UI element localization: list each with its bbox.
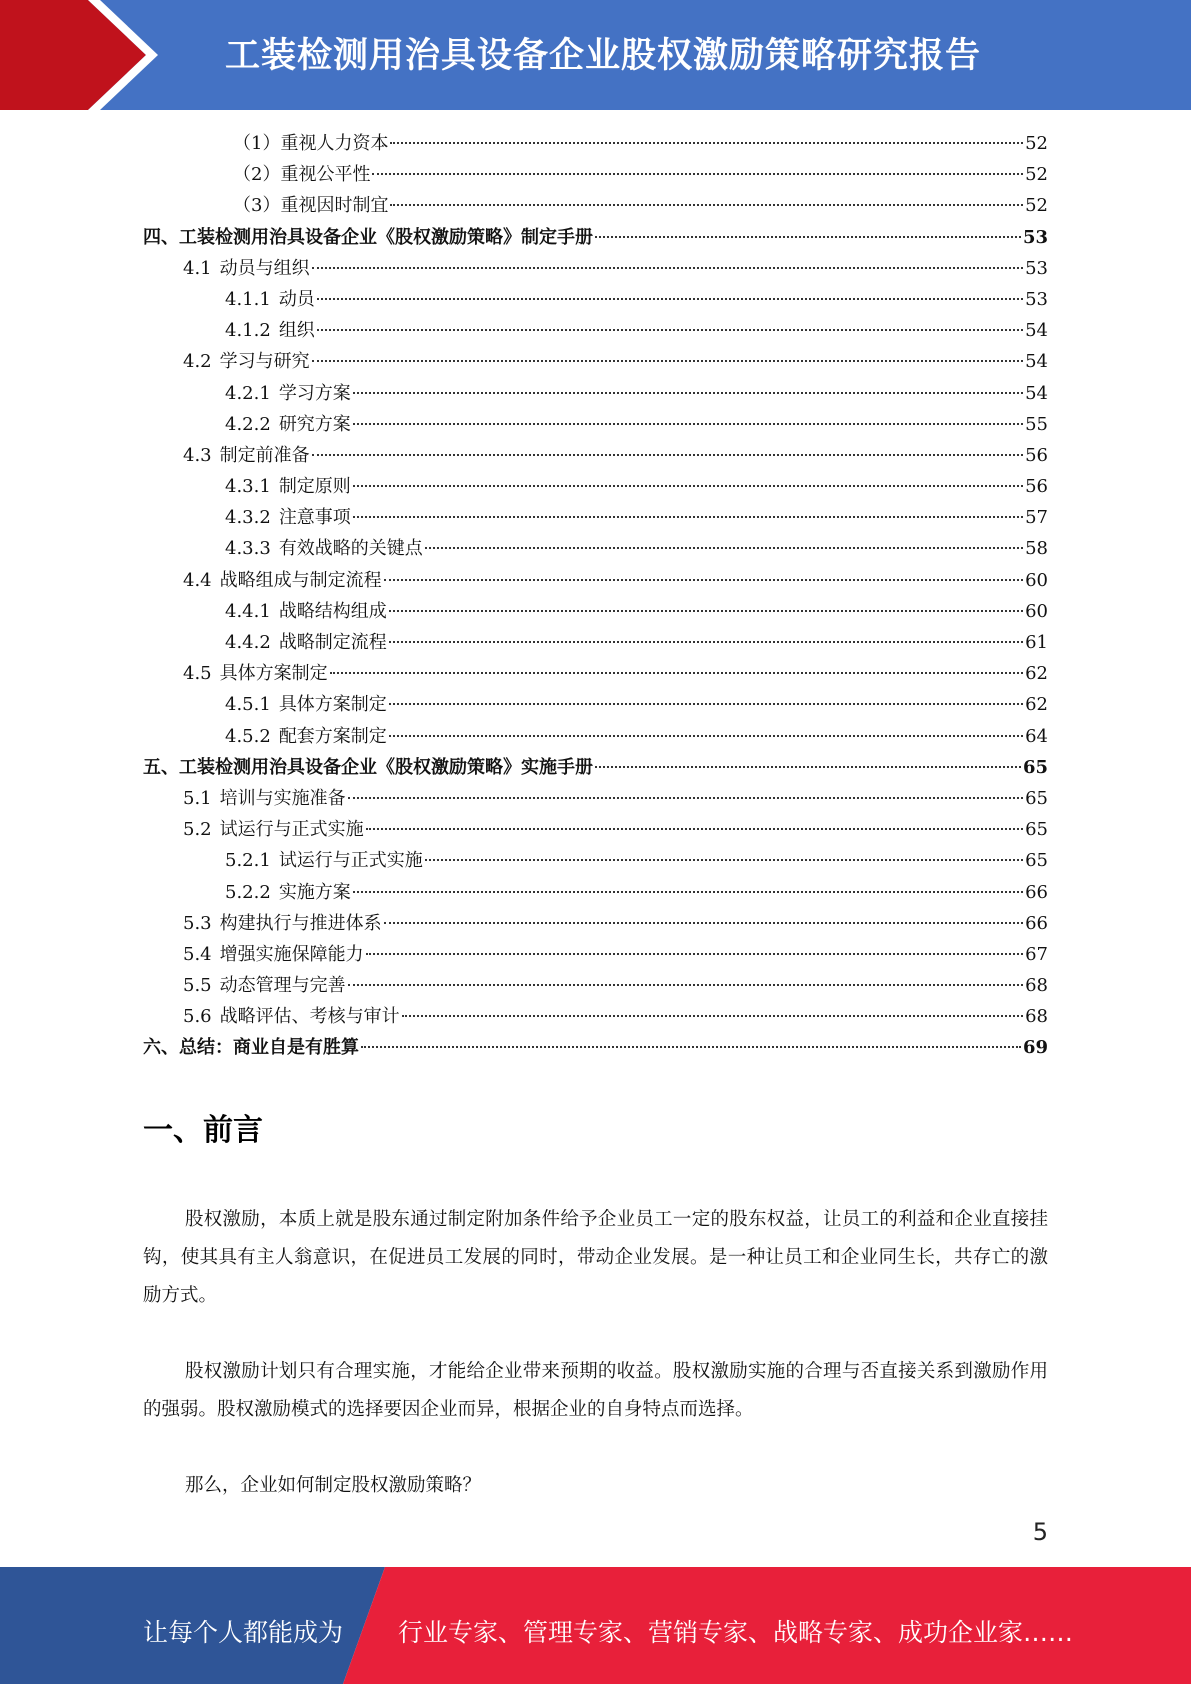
toc-entry-title: 动员 (278, 288, 315, 310)
toc-entry-page: 62 (1025, 663, 1048, 685)
toc-entry[interactable] (143, 783, 1048, 814)
toc-entry[interactable] (143, 908, 1048, 939)
toc-entry-page: 67 (1025, 943, 1048, 965)
toc-entry-number: 5.2 (183, 819, 212, 841)
toc-dot-leader (330, 672, 1023, 674)
toc-entry-number: 4.5 (183, 663, 212, 685)
toc-entry-number: 4.1.1 (225, 288, 271, 310)
toc-entry-number: 4.1 (183, 257, 212, 279)
toc-entry[interactable] (143, 378, 1048, 409)
toc-dot-leader (402, 1015, 1023, 1017)
report-title: 工装检测用治具设备企业股权激励策略研究报告 (225, 36, 982, 76)
toc-entry-number: 5.2.2 (225, 881, 271, 903)
toc-entry[interactable] (143, 970, 1048, 1001)
toc-entry-page: 65 (1025, 850, 1048, 872)
toc-entry-number: 4.3 (183, 444, 212, 466)
toc-entry-number: 4.2.1 (225, 382, 271, 404)
toc-entry[interactable] (143, 845, 1048, 876)
toc-dot-leader (384, 922, 1023, 924)
toc-entry-title: 学习与研究 (219, 351, 310, 373)
toc-entry-title: 实施方案 (278, 881, 351, 903)
toc-entry-number: 4.5.1 (225, 694, 271, 716)
toc-dot-leader (366, 828, 1023, 830)
toc-entry-page: 52 (1025, 133, 1048, 154)
toc-entry-page: 53 (1022, 226, 1048, 248)
toc-entry[interactable] (143, 1001, 1048, 1032)
toc-entry-title: 制定前准备 (219, 444, 310, 466)
toc-entry-title: 组织 (278, 320, 315, 342)
toc-entry-title: 四、工装检测用治具设备企业《股权激励策略》制定手册 (143, 226, 593, 248)
toc-entry-number: 4.3.2 (225, 507, 271, 529)
toc-entry-page: 66 (1025, 912, 1048, 934)
toc-entry-page: 66 (1025, 881, 1048, 903)
toc-entry-title: 研究方案 (278, 413, 351, 435)
toc-entry-number: 5.6 (183, 1006, 212, 1028)
table-of-contents (143, 128, 1048, 1064)
toc-entry-title: 构建执行与推进体系 (219, 912, 382, 934)
toc-entry[interactable] (143, 128, 1048, 159)
toc-entry-page: 65 (1025, 819, 1048, 841)
toc-entry-page: 58 (1025, 538, 1048, 560)
toc-dot-leader (425, 547, 1023, 549)
toc-entry-number: 4.4.1 (225, 600, 271, 622)
toc-entry[interactable] (143, 284, 1048, 315)
toc-entry-page: 56 (1025, 444, 1048, 466)
toc-dot-leader (595, 766, 1021, 768)
toc-dot-leader (389, 610, 1023, 612)
paragraph: 股权激励，本质上就是股东通过制定附加条件给予企业员工一定的股东权益，让员工的利益和企业直接挂钩，使其具有主人翁意识，在促进员工发展的同时，带动企业发展。是一种让员工和企业同生长，共存亡的激励方式。 (143, 1209, 1048, 1306)
toc-entry[interactable] (143, 315, 1048, 346)
toc-entry-page: 68 (1025, 975, 1048, 997)
toc-entry-number: 4.2.2 (225, 413, 271, 435)
toc-entry-title: 战略组成与制定流程 (219, 569, 382, 591)
toc-entry-title: 制定原则 (278, 476, 351, 498)
toc-dot-leader (425, 859, 1023, 861)
toc-entry-title: 学习方案 (278, 382, 351, 404)
toc-entry-title: 注意事项 (278, 507, 351, 529)
toc-entry[interactable] (143, 409, 1048, 440)
toc-entry-page: 65 (1022, 756, 1048, 778)
toc-dot-leader (348, 797, 1023, 799)
toc-dot-leader (390, 204, 1023, 206)
toc-entry-title: 动态管理与完善 (219, 975, 346, 997)
toc-dot-leader (312, 454, 1023, 456)
toc-entry-page: 53 (1025, 288, 1048, 310)
toc-dot-leader (595, 236, 1021, 238)
footer-slogan-right: 行业专家、管理专家、营销专家、战略专家、成功企业家…… (398, 1618, 1074, 1647)
toc-entry-title: （3）重视因时制宜 (233, 195, 389, 217)
toc-entry-number: 4.1.2 (225, 320, 271, 342)
toc-entry-title: 具体方案制定 (278, 694, 387, 716)
toc-entry-page: 57 (1025, 507, 1048, 529)
toc-entry[interactable] (143, 596, 1048, 627)
toc-entry[interactable] (143, 471, 1048, 502)
toc-entry[interactable] (143, 565, 1048, 596)
toc-dot-leader (312, 360, 1023, 362)
toc-entry-page: 69 (1022, 1037, 1048, 1059)
paragraph: 股权激励计划只有合理实施，才能给企业带来预期的收益。股权激励实施的合理与否直接关系到激励作用的强弱。股权激励模式的选择要因企业而异，根据企业的自身特点而选择。 (143, 1361, 1048, 1420)
toc-entry[interactable] (143, 721, 1048, 752)
toc-entry-page: 68 (1025, 1006, 1048, 1028)
toc-entry-title: （2）重视公平性 (233, 164, 371, 186)
toc-entry-page: 60 (1025, 600, 1048, 622)
toc-entry-title: 战略结构组成 (278, 600, 387, 622)
toc-dot-leader (389, 703, 1023, 705)
toc-entry-title: 六、总结：商业自是有胜算 (143, 1037, 359, 1059)
toc-dot-leader (317, 298, 1023, 300)
paragraph: 那么，企业如何制定股权激励策略？ (185, 1475, 482, 1496)
toc-entry-number: 4.2 (183, 351, 212, 373)
footer-slogan-left: 让每个人都能成为 (143, 1618, 344, 1647)
toc-entry[interactable] (143, 814, 1048, 845)
toc-entry-page: 55 (1025, 413, 1048, 435)
toc-entry[interactable] (143, 752, 1048, 783)
toc-entry-number: 4.4.2 (225, 632, 271, 653)
toc-entry[interactable] (143, 627, 1048, 658)
toc-dot-leader (317, 329, 1023, 331)
toc-dot-leader (312, 267, 1023, 269)
toc-entry-number: 5.5 (183, 975, 212, 997)
toc-entry-title: 五、工装检测用治具设备企业《股权激励策略》实施手册 (143, 756, 593, 778)
toc-entry-number: 4.3.3 (225, 538, 271, 560)
toc-entry-title: 战略评估、考核与审计 (219, 1006, 400, 1028)
toc-entry-number: 4.5.2 (225, 725, 271, 747)
toc-entry-page: 54 (1025, 382, 1048, 404)
toc-entry-title: 具体方案制定 (219, 663, 328, 685)
toc-entry[interactable] (143, 346, 1048, 377)
toc-entry-number: 5.4 (183, 943, 212, 965)
toc-entry-title: 动员与组织 (219, 257, 310, 279)
section-heading: 一、前言 (143, 1113, 263, 1148)
toc-entry-number: 5.1 (183, 787, 212, 809)
toc-entry-number: 4.3.1 (225, 476, 271, 498)
footer-banner (0, 1567, 1191, 1684)
toc-entry-title: 增强实施保障能力 (219, 943, 364, 965)
toc-entry-page: 65 (1025, 787, 1048, 809)
toc-entry[interactable] (143, 1032, 1048, 1063)
toc-entry-page: 52 (1025, 164, 1048, 186)
toc-entry-page: 61 (1025, 632, 1048, 653)
toc-entry[interactable] (143, 689, 1048, 720)
toc-dot-leader (353, 485, 1023, 487)
toc-entry[interactable] (143, 877, 1048, 908)
toc-dot-leader (353, 423, 1023, 425)
page-number: 5 (1032, 1518, 1048, 1546)
toc-entry-page: 62 (1025, 694, 1048, 716)
toc-dot-leader (353, 392, 1023, 394)
toc-dot-leader (361, 1046, 1021, 1048)
toc-entry-page: 54 (1025, 320, 1048, 342)
toc-entry-page: 56 (1025, 476, 1048, 498)
toc-entry-title: 战略制定流程 (278, 632, 387, 653)
toc-entry-title: 培训与实施准备 (219, 787, 346, 809)
toc-entry[interactable] (143, 190, 1048, 221)
toc-entry-page: 53 (1025, 257, 1048, 279)
toc-entry[interactable] (143, 658, 1048, 689)
toc-entry-title: 试运行与正式实施 (219, 819, 364, 841)
toc-entry-number: 5.3 (183, 912, 212, 934)
toc-entry[interactable] (143, 159, 1048, 190)
toc-entry-title: 试运行与正式实施 (278, 850, 423, 872)
toc-entry-page: 64 (1025, 725, 1048, 747)
toc-entry-number: 5.2.1 (225, 850, 271, 872)
toc-entry[interactable] (143, 253, 1048, 284)
toc-dot-leader (348, 984, 1023, 986)
toc-entry[interactable] (143, 440, 1048, 471)
toc-entry-number: 4.4 (183, 569, 212, 591)
toc-dot-leader (390, 142, 1023, 144)
toc-dot-leader (384, 579, 1023, 581)
toc-entry[interactable] (143, 939, 1048, 970)
toc-entry[interactable] (143, 222, 1048, 253)
toc-entry[interactable] (143, 502, 1048, 533)
toc-entry-page: 54 (1025, 351, 1048, 373)
toc-dot-leader (353, 516, 1023, 518)
toc-dot-leader (372, 173, 1023, 175)
header-banner (0, 0, 1191, 110)
toc-dot-leader (366, 953, 1023, 955)
toc-dot-leader (353, 891, 1023, 893)
toc-entry-title: （1）重视人力资本 (233, 133, 389, 154)
toc-dot-leader (389, 735, 1023, 737)
toc-entry[interactable] (143, 533, 1048, 564)
toc-entry-page: 52 (1025, 195, 1048, 217)
toc-entry-page: 60 (1025, 569, 1048, 591)
toc-dot-leader (389, 641, 1023, 643)
toc-entry-title: 配套方案制定 (278, 725, 387, 747)
toc-entry-title: 有效战略的关键点 (278, 538, 423, 560)
